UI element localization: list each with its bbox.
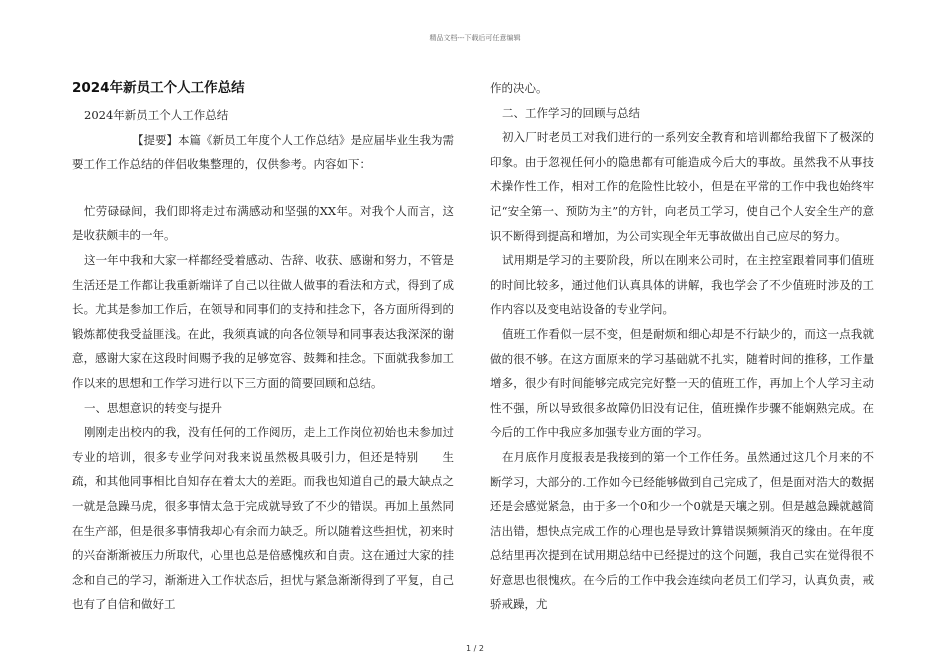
body-paragraph: 值班工作看似一层不变，但是耐烦和细心却是不行缺少的，而这一点我就做的很不够。在这方面原来的学习基础就不扎实，随着时间的推移，工作量增多，很少有时间能够完成完完好整一天的值班工作，再加上个人学习主动性不强，所以导致很多故障仍旧没有记住，值班操作步骤不能娴熟完成。在今后的工作中我应多加强专业方面的学习。	[490, 326, 874, 440]
body-paragraph: 试用期是学习的主要阶段，所以在刚来公司时，在主控室跟着同事们值班的时间比较多，通过他们认真具体的讲解，我也学会了不少值班时涉及的工作内容以及变电站设备的专业学问。	[490, 253, 874, 317]
continued-paragraph: 作的决心。	[490, 81, 548, 95]
body-paragraph: 这一年中我和大家一样都经受着感动、告辞、收获、感谢和努力，不管是生活还是工作都让我重新端详了自己以往做人做事的看法和方式，得到了成长。尤其是参加工作后，在领导和同事们的支持和挂念下，各方面所得到的锻炼都使我受益匪浅。在此，我须真诚的向各位领导和同事表达我深深的谢意，感谢大家在这段时间赐予我的足够宽容、鼓舞和挂念。下面就我参加工作以来的思想和工作学习进行以下三方面的简要回顾和总结。	[72, 252, 454, 390]
intro-paragraph: 忙劳碌碌间，我们即将走过布满感动和坚强的XX年。对我个人而言，这是收获颇丰的一年。	[72, 203, 454, 243]
body-paragraph: 在月底作月度报表是我接到的第一个工作任务。虽然通过这几个月来的不断学习，大部分的.工作如今已经能够做到自己完成了，但是面对浩大的数据还是会感觉紧急，由于多一个0和少一个0就是天壤之别。但是越急躁就越简洁出错，想快点完成工作的心理也是导致计算错误频频消灭的缘由。在年度总结里再次提到在试用期总结中已经提过的这个问题，我自己实在觉得很不好意思也很愧疚。在今后的工作中我会连续向老员工们学习，认真负责，戒骄戒躁，尤	[490, 449, 874, 612]
page-title: 2024年新员工个人工作总结	[72, 80, 245, 96]
left-column	[72, 76, 454, 617]
right-column	[490, 76, 874, 617]
header-note: 精品文档---下载后可任意编辑	[429, 34, 521, 42]
body-paragraph: 刚刚走出校内的我，没有任何的工作阅历，走上工作岗位初始也未参加过专业的培训，很多专业学问对我来说虽然极具吸引力，但还是特别 生疏，和其他同事相比自知存在着太大的差距。而我也知道自己的最大缺点之一就是急躁马虎，很多事情太急于完成就导致了不少的错误。再加上虽然同在生产部，但是很多事情我却心有余而力缺乏。所以随着这些担忧，初来时的兴奋渐渐被压力所取代，心里也总是倍感愧疚和自责。这在通过大家的挂念和自己的学习，渐渐进入工作状态后，担忧与紧急渐渐得到了平复，自己也有了自信和做好工	[72, 425, 454, 612]
blank-gap	[72, 177, 454, 199]
abstract-paragraph: 【提要】本篇《新员工年度个人工作总结》是应届毕业生我为需要工作工作总结的伴侣收集整理的，仅供参考。内容如下：	[72, 132, 454, 172]
body-paragraph: 初入厂时老员工对我们进行的一系列安全教育和培训都给我留下了极深的印象。由于忽视任何小的隐患都有可能造成今后大的事故。虽然我不从事技术操作性工作，相对工作的危险性比较小，但是在平常的工作中我也始终牢记“安全第一、预防为主”的方针，向老员工学习，使自己个人安全生产的意识不断得到提高和增加，为公司实现全年无事故做出自己应尽的努力。	[490, 130, 874, 243]
section-heading-2: 二、工作学习的回顾与总结	[502, 105, 640, 120]
section-heading-1: 一、思想意识的转变与提升	[84, 400, 222, 415]
subtitle-paragraph: 2024年新员工个人工作总结	[84, 108, 229, 122]
page-number: 1 / 2	[466, 644, 484, 653]
